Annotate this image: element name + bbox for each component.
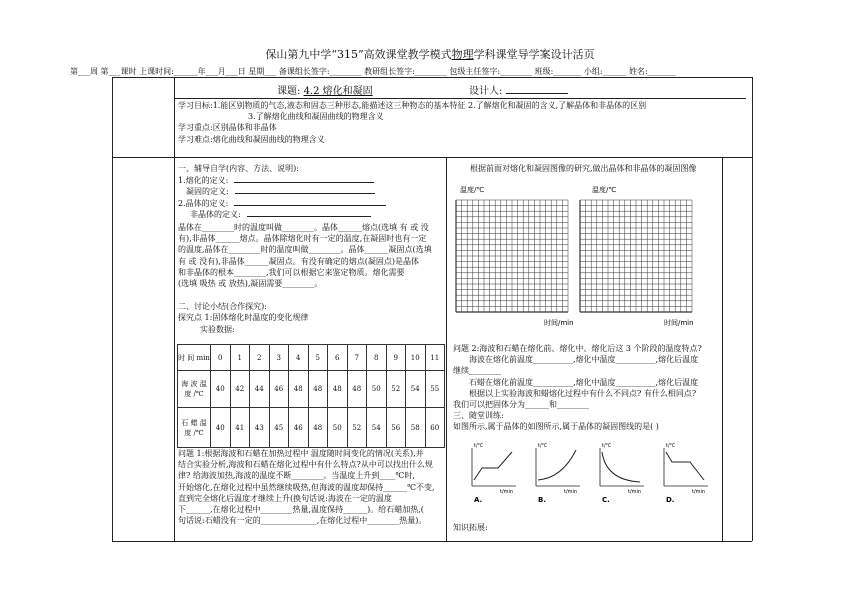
time-cell: 7 bbox=[347, 345, 367, 371]
goal-1: 学习目标:1.能区别物质的气态,液态和固态三种形态,能描述这三种物态的基本特征 2.了解熔化和凝固的含义,了解晶体和非晶体的区别 bbox=[178, 101, 647, 110]
discussion-heading: 二、讨论小结(合作探究): bbox=[178, 302, 267, 312]
q1-line: 下______,在熔化过程中________热量,温度保持______)。给石蜡加热,( bbox=[178, 505, 424, 515]
hypo-header: 海 波 温 度 /℃ bbox=[178, 371, 211, 408]
def-crystal-blank bbox=[234, 205, 386, 206]
inquiry-1: 探究点 1:固体熔化时温度的变化规律 bbox=[178, 313, 309, 323]
rule-middle bbox=[446, 157, 447, 541]
hypo-cell: 55 bbox=[425, 371, 445, 408]
def-melting-blank bbox=[234, 182, 374, 183]
hypo-cell: 42 bbox=[230, 371, 250, 408]
graph1-xlabel: 时间/min bbox=[544, 319, 574, 327]
q2-line: 继续________ bbox=[453, 366, 501, 376]
wax-cell: 46 bbox=[289, 408, 309, 448]
def-noncrystal-blank bbox=[247, 216, 371, 217]
def-solid-blank bbox=[235, 193, 375, 194]
mini-x-label: t/min bbox=[628, 489, 642, 495]
fill-line: 晶体在________时的温度叫做________。晶体______熔点(选填 有 或 没 bbox=[178, 223, 429, 233]
mini-x-label: t/min bbox=[500, 489, 514, 495]
graph2-xlabel: 时间/min bbox=[664, 319, 694, 327]
title-suffix: 学科课堂导学案设计活页 bbox=[473, 48, 595, 61]
designer-label: 设计人: bbox=[469, 86, 503, 97]
time-cell: 1 bbox=[230, 345, 250, 371]
def-melting-row bbox=[178, 175, 442, 186]
fill-line: 有),非晶体______熔点。晶体除熔化时有一定的温度,在凝固时也有一定 bbox=[178, 234, 427, 244]
wax-cell: 45 bbox=[269, 408, 289, 448]
wax-cell: 48 bbox=[308, 408, 328, 448]
def-solidification: 凝固的定义: bbox=[186, 187, 229, 197]
fill-line: 的温度,晶体在________时的温度叫做________。晶体______凝固点(选填 bbox=[178, 245, 432, 255]
subject: 物理 bbox=[451, 48, 474, 61]
curve-a bbox=[474, 452, 512, 480]
def-noncrystal-row bbox=[178, 209, 442, 220]
q2-line: 根据以上实验海波和蜡熔化过程中有什么不同点? 有什么相同点? bbox=[469, 388, 697, 398]
wax-cell: 50 bbox=[328, 408, 348, 448]
choice-c: C. bbox=[602, 496, 610, 502]
q2-line: 石蜡在熔化前温度__________,熔化中温度__________,熔化后温度 bbox=[469, 377, 699, 387]
wax-cell: 60 bbox=[425, 408, 445, 448]
time-cell: 3 bbox=[269, 345, 289, 371]
graph2-ylabel: 温度/℃ bbox=[592, 186, 617, 194]
practice-title: 三、随堂训练: bbox=[453, 411, 504, 421]
rule-inner-left bbox=[174, 77, 175, 541]
curve-c bbox=[602, 452, 640, 482]
hypo-cell: 46 bbox=[269, 371, 289, 408]
wax-cell: 58 bbox=[406, 408, 426, 448]
rule-right bbox=[752, 77, 753, 541]
graph-instruction: 根据前面对熔化和凝固图像的研究,做出晶体和非晶体的凝固图像 bbox=[470, 164, 697, 173]
def-noncrystal: 非晶体的定义: bbox=[190, 209, 241, 219]
topic-label: 课题: bbox=[277, 86, 301, 97]
fill-paragraph bbox=[178, 222, 442, 289]
rule-left bbox=[112, 77, 113, 541]
mini-axis-label: t/℃ bbox=[666, 443, 676, 449]
def-crystal-row bbox=[178, 198, 442, 209]
q1-line: 句话说:石蜡没有一定的______________,在熔化过程中________热量)。 bbox=[178, 516, 427, 526]
time-cell: 10 bbox=[406, 345, 426, 371]
mini-axis-label: t/℃ bbox=[602, 443, 612, 449]
mini-x-label: t/min bbox=[564, 489, 578, 495]
choice-c-graph bbox=[600, 443, 644, 502]
choice-graphs bbox=[452, 440, 720, 502]
hypo-cell: 50 bbox=[367, 371, 387, 408]
fill-line: (选填 吸热 或 放热),凝固需要________。 bbox=[178, 279, 323, 289]
graph-grid-1 bbox=[456, 200, 568, 312]
choice-a: A. bbox=[474, 496, 483, 502]
rule-bottom bbox=[112, 541, 752, 542]
time-cell: 8 bbox=[367, 345, 387, 371]
mini-axis-label: t/℃ bbox=[538, 443, 548, 449]
wax-header: 石 蜡 温 度 /℃ bbox=[178, 408, 211, 448]
wax-cell: 40 bbox=[211, 408, 231, 448]
q1-line: 开始熔化,在熔化过程中虽然继续吸热,但海波的温度却保持______℃不变, bbox=[178, 482, 435, 492]
time-cell: 11 bbox=[425, 345, 445, 371]
time-header: 时 间 min bbox=[178, 345, 211, 371]
goal-2: 3.了解熔化曲线和凝固曲线的物理含义 bbox=[248, 112, 384, 122]
curve-b bbox=[538, 450, 576, 480]
designer-blank bbox=[506, 93, 568, 94]
time-cell: 4 bbox=[289, 345, 309, 371]
hypo-cell: 44 bbox=[250, 371, 270, 408]
blank-graphs bbox=[448, 180, 720, 330]
mini-x-label: t/min bbox=[692, 489, 706, 495]
hypo-cell: 52 bbox=[386, 371, 406, 408]
topic: 4.2 熔化和凝固 bbox=[303, 86, 373, 97]
graph-grid-2 bbox=[580, 200, 692, 312]
choice-b-graph bbox=[536, 443, 580, 502]
time-cell: 6 bbox=[328, 345, 348, 371]
extension-label: 知识拓展: bbox=[453, 523, 488, 532]
fill-line: 有 或 没有),非晶体______凝固点。有没有确定的熔点(凝固点)是晶体 bbox=[178, 256, 419, 266]
def-solid-row bbox=[178, 186, 442, 197]
hypo-cell: 54 bbox=[406, 371, 426, 408]
key-point: 学习重点:区别晶体和非晶体 bbox=[178, 123, 277, 133]
self-study-heading: 一、辅导自学(内容、方法、说明): bbox=[178, 164, 299, 173]
choice-d-graph bbox=[664, 443, 708, 502]
time-cell: 9 bbox=[386, 345, 406, 371]
hypo-cell: 48 bbox=[308, 371, 328, 408]
wax-cell: 52 bbox=[347, 408, 367, 448]
wax-cell: 43 bbox=[250, 408, 270, 448]
left-column bbox=[178, 163, 442, 335]
hypo-cell: 48 bbox=[289, 371, 309, 408]
choice-b: B. bbox=[538, 496, 546, 502]
question-2 bbox=[453, 343, 721, 433]
def-melting: 1.熔化的定义: bbox=[178, 176, 229, 186]
q1-line: 问题 1:根据海波和石蜡在加热过程中 温度随时间变化的情况(关系),并 bbox=[178, 449, 424, 458]
wax-cell: 41 bbox=[230, 408, 250, 448]
topic-line bbox=[277, 82, 373, 97]
hypo-cell: 48 bbox=[347, 371, 367, 408]
curve-d bbox=[666, 452, 704, 480]
practice-question: 如图所示,属于晶体的如图所示,属于晶体的凝固图线的是( ) bbox=[453, 422, 659, 432]
mini-axis-label: t/℃ bbox=[474, 443, 484, 449]
time-cell: 5 bbox=[308, 345, 328, 371]
choice-a-graph bbox=[472, 443, 516, 502]
title-prefix: 保山第九中学“315”高效课堂教学模式 bbox=[265, 48, 452, 61]
q2-line: 问题 2:海波和石蜡在熔化前、熔化中、熔化后这 3 个阶段的温度特点? bbox=[453, 344, 702, 353]
q1-line: 律? 给海波加热,海波的温度不断________。当温度上升到____℃时, bbox=[178, 471, 415, 481]
rule-goals bbox=[112, 157, 752, 158]
def-crystal: 2.晶体的定义: bbox=[178, 198, 229, 208]
wax-cell: 56 bbox=[386, 408, 406, 448]
q1-line: 结合实验分析,海波和石蜡在熔化过程中有什么特点?从中可以找出什么规 bbox=[178, 460, 433, 470]
experiment-table bbox=[177, 344, 445, 448]
question-1 bbox=[178, 448, 444, 526]
designer-line bbox=[469, 82, 568, 97]
rule-inner-right bbox=[722, 157, 723, 541]
hypo-cell: 48 bbox=[328, 371, 348, 408]
page-title bbox=[0, 46, 860, 62]
goals bbox=[178, 100, 746, 145]
time-cell: 0 bbox=[211, 345, 231, 371]
fill-line: 和非晶体的根本________,我们可以根据它来鉴定物质。熔化需要 bbox=[178, 267, 405, 277]
time-cell: 2 bbox=[250, 345, 270, 371]
info-line: 第___周 第___课时 上课时间:______年___月___日 星期___ 备课组长签字:________ 教研组长签字:________ 包级主任签字:________ 班级:_______ 小组:______ 姓名:_______ bbox=[70, 67, 676, 76]
rule-top bbox=[112, 77, 752, 78]
rule-topic bbox=[174, 98, 746, 99]
q1-line: 直到完全熔化后温度才继续上升(换句话说:海波在一定的温度 bbox=[178, 493, 392, 503]
hypo-cell: 40 bbox=[211, 371, 231, 408]
difficulty: 学习难点:熔化曲线和凝固曲线的物理含义 bbox=[178, 134, 325, 144]
data-label: 实验数据: bbox=[200, 324, 235, 334]
graph1-ylabel: 温度/℃ bbox=[460, 186, 485, 194]
q2-line: 海波在熔化前温度__________,熔化中温度__________,熔化后温度 bbox=[469, 355, 699, 365]
q2-line: 我们可以把固体分为______和________ bbox=[453, 400, 589, 410]
wax-cell: 54 bbox=[367, 408, 387, 448]
choice-d: D. bbox=[666, 496, 675, 502]
